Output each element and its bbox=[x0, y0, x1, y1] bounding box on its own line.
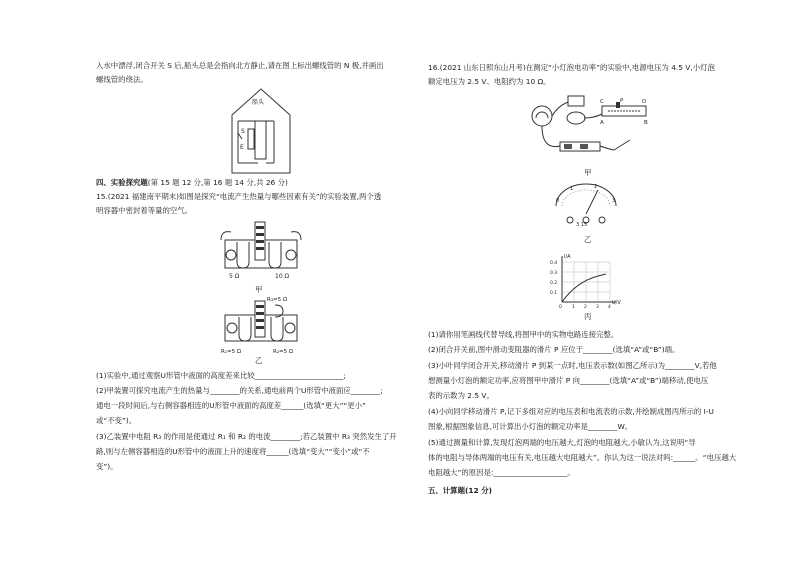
q16-item-6: (4)小向同学移动滑片 P,记下多组对应的电压表和电流表的示数,并绘制成图丙所示的 I-U bbox=[428, 407, 714, 416]
fig16b-tick-0: 0 bbox=[556, 198, 560, 204]
fig16c-xtick-1: 1 bbox=[572, 305, 575, 308]
q16-item-4: 想测量小灯泡的额定功率,应将图甲中滑片 P 向________(选填“A”或“B”)端移动,使电压 bbox=[428, 376, 709, 385]
q16-item-8: (5)通过测量和计算,发现灯泡两端的电压越大,灯泡的电阻越大,小敏认为,这说明“导 bbox=[428, 438, 696, 447]
q16-item-10: 电阻越大”的原因是:____________________。 bbox=[428, 468, 575, 477]
fig15a-r2: 10 Ω bbox=[275, 273, 290, 280]
q16-stem-2: 额定电压为 2.5 V、电阻约为 10 Ω。 bbox=[428, 77, 551, 86]
fig15b-r2: R₂=5 Ω bbox=[273, 349, 294, 355]
fig15b-r3: R₃=5 Ω bbox=[267, 297, 288, 303]
q16-item-5: 表的示数为 2.5 V。 bbox=[428, 391, 494, 400]
fig16c-caption: 丙 bbox=[584, 312, 592, 321]
fig16a-caption: 甲 bbox=[584, 168, 592, 177]
fig16b-tick-1: 1 bbox=[570, 186, 574, 192]
fig16c-xtick-4: 4 bbox=[608, 305, 611, 308]
fig14-label-s: S bbox=[241, 128, 245, 135]
q14-line-2: 螺线管的绕法。 bbox=[96, 75, 148, 84]
fig15a-caption: 甲 bbox=[255, 285, 263, 294]
q15-stem-2: 明容器中密封着等量的空气。 bbox=[96, 206, 193, 215]
fig16c-xtick-2: 2 bbox=[584, 305, 587, 308]
q14-line-1: 入水中漂浮,闭合开关 S 后,船头总是会指向北方静止,请在图上标出螺线管的 N 极,并画出 bbox=[96, 61, 384, 70]
q16-item-2: (2)闭合开关前,图中滑动变阻器的滑片 P 应位于________(选填“A”或“B”)端。 bbox=[428, 345, 680, 354]
fig16c-ylabel: I/A bbox=[564, 254, 571, 260]
q16-stem-1: 16.(2021 山东日照东山月考)在测定“小灯泡电功率”的实验中,电源电压为 4.5 V,小灯泡 bbox=[428, 63, 715, 72]
q16-item-3: (3)小叶同学闭合开关,移动滑片 P 到某一点时,电压表示数(如图乙所示)为________V,若他 bbox=[428, 361, 717, 370]
q15-stem-1: 15.(2021 福建南平期末)如图是探究“电流产生热量与哪些因素有关”的实验装置,两个透 bbox=[96, 192, 382, 201]
fig16c-xtick-3: 3 bbox=[596, 305, 599, 308]
q16-item-1: (1)请你用笔画线代替导线,将图甲中的实物电路连接完整。 bbox=[428, 330, 619, 339]
q15-item-1: (1)实验中,通过观察U形管中液面的高度差来比较________________________; bbox=[96, 371, 346, 380]
fig16c-ytick-04: 0.4 bbox=[550, 261, 558, 266]
fig16a-label-c: C bbox=[600, 99, 604, 105]
fig16a-label-b: B bbox=[644, 120, 648, 126]
fig16b-tick-2: 2 bbox=[594, 184, 598, 190]
q16-item-7: 图象,根据图象信息,可计算出小灯泡的额定功率是________W。 bbox=[428, 422, 633, 431]
section5-title: 五、计算题(12 分) bbox=[428, 486, 492, 495]
q15-item-2: (2)甲装置可探究电流产生的热量与________的关系,通电前两个U形管中液面应________; bbox=[96, 386, 383, 395]
fig16a-label-d: D bbox=[642, 99, 647, 105]
fig15b-apparatus bbox=[215, 295, 307, 357]
fig16c-ytick-01: 0.1 bbox=[550, 291, 558, 296]
fig15b-caption: 乙 bbox=[255, 356, 263, 365]
fig16c-xlabel: U/V bbox=[612, 300, 621, 306]
fig16b-voltmeter bbox=[550, 180, 622, 226]
fig16c-ytick-03: 0.3 bbox=[550, 271, 558, 276]
fig15b-r1: R₁=5 Ω bbox=[221, 349, 242, 355]
q16-item-9: 体的电阻与导体两端的电压有关,电压越大电阻越大”。你认为这一说法对吗:______。“电压越大 bbox=[428, 453, 737, 462]
section4-title bbox=[96, 178, 288, 187]
fig16a-label-p: P bbox=[620, 98, 624, 104]
q15-item-4: 或“不变”)。 bbox=[96, 416, 137, 425]
fig16c-iu-graph bbox=[548, 252, 624, 308]
fig16c-curve bbox=[562, 274, 606, 302]
fig16b-terminals: 3 15 bbox=[576, 222, 588, 226]
fig16c-ytick-02: 0.2 bbox=[550, 281, 558, 286]
fig14-boat-solenoid bbox=[228, 87, 294, 177]
q15-item-6: 路,则与左侧容器相连的U形管中的液面上升的速度将______(选填“变大”“变小”或“不 bbox=[96, 447, 370, 456]
fig16a-label-a: A bbox=[600, 120, 604, 126]
fig16a-circuit bbox=[520, 92, 660, 164]
fig15a-r1: 5 Ω bbox=[229, 273, 240, 280]
fig16b-tick-3: 3 bbox=[612, 198, 616, 204]
q15-item-5: (3)乙装置中电阻 R₃ 的作用是使通过 R₁ 和 R₂ 的电流________;若乙装置中 R₃ 突然发生了开 bbox=[96, 432, 397, 441]
q15-item-3: 通电一段时间后,与右侧容器相连的U形管中液面的高度差______(选填“更大”“更小” bbox=[96, 401, 366, 410]
section4-note: (第 15 题 12 分,第 16 题 14 分,共 26 分) bbox=[147, 178, 288, 187]
fig14-label-e: E bbox=[240, 144, 244, 151]
fig16c-xtick-0: 0 bbox=[559, 305, 562, 308]
q15-item-7: 变”)。 bbox=[96, 462, 118, 471]
fig16b-caption: 乙 bbox=[584, 235, 592, 244]
fig14-label-top: 船头 bbox=[252, 99, 265, 106]
section4-title-text: 四、实验探究题 bbox=[96, 178, 148, 187]
fig16c-grid bbox=[562, 262, 610, 302]
fig15a-apparatus bbox=[215, 220, 307, 282]
